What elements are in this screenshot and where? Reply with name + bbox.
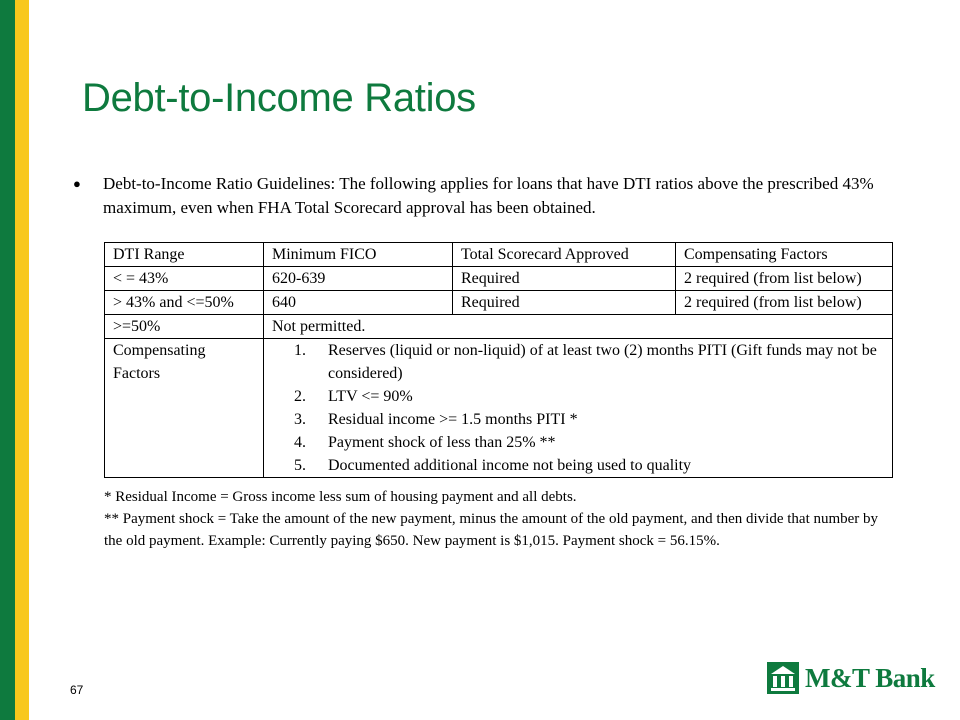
factors-label-line-1: Compensating: [113, 342, 206, 359]
factor-number: 5.: [294, 457, 306, 474]
logo-text: M&T Bank: [805, 662, 935, 693]
table-row: [105, 291, 893, 315]
dti-table: [104, 242, 893, 478]
left-green-bar: [0, 0, 15, 720]
cell-dti-range: > 43% and <=50%: [105, 291, 264, 315]
bullet-icon: ●: [73, 176, 81, 191]
footnote-residual-income: * Residual Income = Gross income less sum of housing payment and all debts.: [104, 489, 577, 505]
cell-factors-label: [105, 339, 264, 478]
bullet-line-2: maximum, even when FHA Total Scorecard approval has been obtained.: [103, 198, 596, 217]
list-item: [294, 385, 892, 408]
table-header-row: [105, 243, 893, 267]
factor-number: 1.: [294, 342, 306, 359]
bullet-line-1: Debt-to-Income Ratio Guidelines: The following applies for loans that have DTI ratios above the prescribed 43%: [103, 174, 874, 193]
left-yellow-bar: [15, 0, 29, 720]
cell-minimum-fico: 620-639: [264, 267, 453, 291]
list-item: [294, 454, 892, 477]
table-row: [105, 267, 893, 291]
header-compensating-factors: Compensating Factors: [676, 243, 893, 267]
footnote-payment-shock-1: ** Payment shock = Take the amount of the new payment, minus the amount of the old payment, and then divide that number by: [104, 511, 879, 527]
compensating-factors-list: [264, 339, 893, 478]
list-item: [294, 431, 892, 454]
cell-minimum-fico: 640: [264, 291, 453, 315]
footnote-payment-shock-2: the old payment. Example: Currently paying $650. New payment is $1,015. Payment shock = 56.15%.: [104, 533, 720, 549]
cell-compensating-factors: 2 required (from list below): [676, 291, 893, 315]
factor-text: Payment shock of less than 25% **: [328, 434, 556, 451]
list-item: [294, 408, 892, 431]
factors-label-line-2: Factors: [113, 365, 161, 382]
factor-number: 4.: [294, 434, 306, 451]
factor-number: 2.: [294, 388, 306, 405]
header-minimum-fico: Minimum FICO: [264, 243, 453, 267]
cell-dti-range: < = 43%: [105, 267, 264, 291]
factor-text: Reserves (liquid or non-liquid) of at least two (2) months PITI (Gift funds may not be considered): [328, 342, 877, 382]
cell-not-permitted: Not permitted.: [264, 315, 893, 339]
header-dti-range: DTI Range: [105, 243, 264, 267]
cell-total-scorecard: Required: [453, 267, 676, 291]
table-row-factors: [105, 339, 893, 478]
bullet-text: [103, 172, 933, 220]
footnotes: [104, 486, 878, 552]
header-total-scorecard: Total Scorecard Approved: [453, 243, 676, 267]
cell-dti-range: >=50%: [105, 315, 264, 339]
factor-text: Residual income >= 1.5 months PITI *: [328, 411, 578, 428]
table-row: [105, 315, 893, 339]
cell-total-scorecard: Required: [453, 291, 676, 315]
page-number: 67: [70, 683, 84, 697]
cell-compensating-factors: 2 required (from list below): [676, 267, 893, 291]
factor-text: Documented additional income not being used to quality: [328, 457, 692, 474]
company-logo: [767, 662, 935, 694]
factor-number: 3.: [294, 411, 306, 428]
list-item: [294, 339, 892, 385]
factor-text: LTV <= 90%: [328, 388, 413, 405]
bank-logo-icon: [767, 662, 799, 694]
slide-title: Debt-to-Income Ratios: [82, 76, 476, 120]
